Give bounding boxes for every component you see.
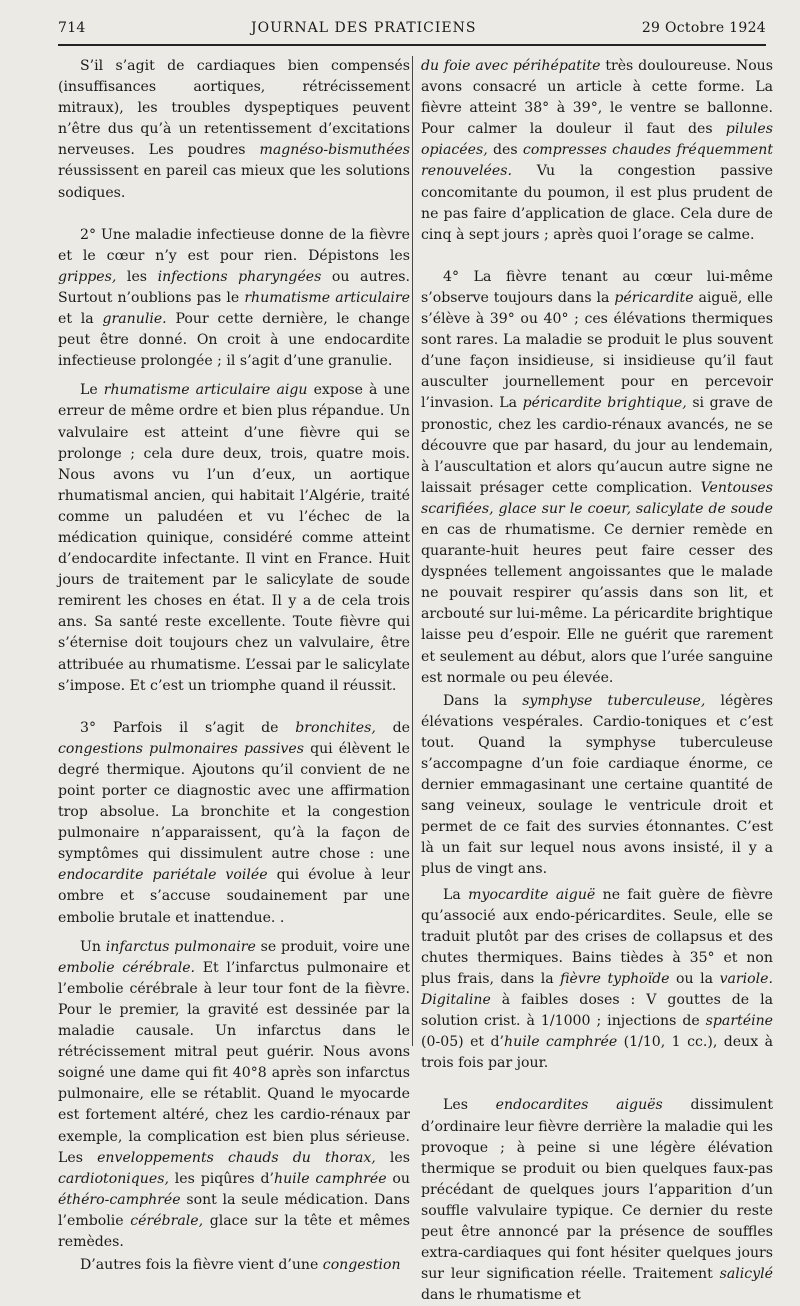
paragraph — [58, 937, 410, 1253]
text-run: S’il s’agit de cardiaques bien compensés (insuffisances aortiques, rétrécissement mitraux), les troubles dyspeptiques peuvent n’être dus qu’à un retentissement d’excitations nerveuses. Les poudres — [58, 58, 410, 159]
italic-term: pilules opiacées, — [421, 121, 773, 159]
paragraph — [58, 225, 410, 373]
paragraph — [58, 56, 410, 204]
italic-term: péricardite — [614, 289, 694, 306]
italic-term: Ventouses scarifiées, glace sur le coeur, salicylate de soude — [421, 479, 773, 517]
text-run: aiguë, elle s’élève à 39° ou 40° ; ces élévations thermiques sont rares. La maladie se produit le plus souvent d’une façon insidieuse, si insidieuse qu’il faut ausculter journellement pour en percevoir l’invasion. La — [421, 289, 773, 412]
italic-term: cérébrale, — [130, 1212, 204, 1229]
text-run: se produit, voire une — [255, 938, 411, 955]
text-run: expose à une erreur de même ordre et bien plus répandue. Un valvulaire est atteint d’une fièvre qui se prolonge ; cela dure deux, trois, quatre mois. Nous avons vu l’un d’eux, un aortique rhumatismal ancien, qui habitait l’Algérie, traité comme un paludéen et vu l’échec de la médication quinique, considéré comme atteint d’endocardite infectante. Il vint en France. Huit jours de traitement par le salicylate de soude remirent les choses en état. Il y a de cela trois ans. Sa santé reste excellente. Toute fièvre qui s’éternise doit toujours chez un valvulaire, être attribuée au rhumatisme. L’essai par le salicylate s’impose. Et c’est un triomphe quand il réussit. — [58, 382, 410, 694]
text-run: 2° Une maladie infectieuse donne de la fièvre et le cœur n’y est pour rien. Dépistons les — [58, 226, 410, 264]
column-divider — [412, 56, 413, 1046]
italic-term: magnéso-bismuthées — [259, 142, 410, 159]
left-column — [58, 56, 410, 1276]
text-run: légères élévations vespérales. Cardio-toniques et c’est tout. Quand la symphyse tuberculeuse s’accompagne d’un foie cardiaque énorme, ce dernier emmagasinant une certaine quantité de sang veineux, soulage le ventricule droit et permet de ce fait des survies étonnantes. C’est là un fait sur lequel nous avons insisté, il y a plus de vingt ans. — [421, 692, 773, 878]
text-run: qui élèvent le degré thermique. Ajoutons qu’il convient de ne point porter ce diagnostic avec une affirmation trop absolue. La bronchite et la congestion pulmonaire n’apparaissent, qu’à la façon de symptômes qui dissimulent autre chose : une — [58, 740, 410, 863]
italic-term: endocardite pariétale voilée — [58, 867, 268, 884]
text-run: en cas de rhumatisme. Ce dernier remède en quarante-huit heures peut faire cesser des dyspnées tellement angoissantes que le malade ne pouvait respirer qu’assis dans son lit, et arcbouté sur lui-même. La péricardite brightique laisse peu d’espoir. Elle ne guérit que rarement et seulement au début, alors que l’urée sanguine est normale ou peu élevée. — [421, 521, 773, 686]
italic-term: enveloppements chauds du thorax, — [97, 1149, 376, 1166]
text-run: très douloureuse. Nous avons consacré un article à cette forme. La fièvre atteint 38° à 39°, le ventre se ballonne. Pour calmer la douleur il faut des — [421, 58, 773, 138]
text-run: les piqûres d’ — [168, 1170, 275, 1187]
text-run: glace sur la tête et mêmes remèdes. — [58, 1212, 410, 1250]
paragraph — [421, 267, 773, 689]
text-run: ne fait guère de fièvre qu’associé aux endo-péricardites. Seule, elle se traduit plutôt par des crises de collapsus et des chutes thermiques. Bains tièdes à 35° et non plus frais, dans la — [421, 886, 773, 987]
italic-term: granulie. — [102, 311, 167, 328]
paragraph — [58, 380, 410, 696]
text-run: à faibles doses : V gouttes de la solution crist. à 1/1000 ; injections de — [421, 992, 773, 1030]
text-run: sont la seule médication. Dans l’embolie — [58, 1191, 410, 1229]
running-header — [58, 20, 766, 42]
text-run: de — [375, 719, 411, 736]
text-run: si grave de pronostic, chez les cardio-rénaux avancés, ne se découvre que par hasard, du jour au lendemain, à l’auscultation et alors qu’aucun autre signe ne laissait présager cette complication. — [421, 395, 773, 496]
italic-term: grippes, — [58, 268, 117, 285]
paragraph — [58, 718, 410, 929]
text-run: Dans la — [443, 692, 523, 709]
italic-term: symphyse tuberculeuse, — [522, 692, 706, 709]
italic-term: rhumatisme articulaire aigu — [103, 382, 308, 399]
text-run: les — [116, 268, 158, 285]
text-run: Pour cette dernière, le change peut être donné. On croit à une endocardite infectieuse prolongée ; il s’agit d’une granulie. — [58, 311, 411, 370]
right-column — [421, 56, 773, 1306]
italic-term: éthéro-camphrée — [58, 1191, 181, 1208]
text-run: 3° Parfois il s’agit de — [80, 719, 296, 736]
text-run: (1/10, 1 cc.), deux à trois fois par jour. — [421, 1034, 773, 1072]
italic-term: spartéine — [705, 1013, 773, 1030]
text-run: D’autres fois la fièvre vient d’une — [80, 1257, 323, 1274]
text-run: (0-05) et d’ — [421, 1034, 505, 1051]
paragraph — [421, 1095, 773, 1306]
italic-term: infections pharyngées — [157, 268, 322, 285]
text-run: des — [487, 142, 523, 159]
text-run: réussissent en pareil cas mieux que les solutions sodiques. — [58, 163, 410, 201]
italic-term: compresses chaudes fréquemment renouvelées. — [421, 142, 773, 180]
italic-term: huile camphrée — [504, 1034, 618, 1051]
italic-term: cardiotoniques, — [58, 1170, 169, 1187]
italic-term: huile camphrée — [274, 1170, 387, 1187]
text-run: ou la — [669, 970, 720, 987]
italic-term: endocardites aiguës — [495, 1097, 663, 1114]
text-run: La — [443, 886, 469, 903]
text-run: et la — [58, 311, 103, 328]
text-run: qui évolue à leur ombre et s’accuse soudainement par une embolie brutale et inattendue. . — [58, 867, 410, 926]
italic-term: péricardite brightique, — [522, 395, 687, 412]
paragraph — [421, 691, 773, 881]
italic-term: variole. Digitaline — [421, 970, 773, 1009]
italic-term: myocardite aiguë — [468, 886, 596, 903]
issue-date: 29 Octobre 1924 — [641, 20, 766, 36]
paragraph — [421, 56, 773, 246]
italic-term: fièvre typhoïde — [560, 970, 670, 987]
text-run: dans le rhumatisme et — [421, 1287, 581, 1304]
text-run: dissimulent d’ordinaire leur fièvre derrière la maladie qui les provoque ; à peine si une légère élévation thermique se produit ou bien quelques faux-pas précédant de quelques jours l’apparition d’un souffle valvulaire typique. Ce dernier du reste peut être annoncé par la présence de souffles extra-cardiaques qui font hésiter quelques jours sur leur signification réelle. Traitement — [421, 1097, 773, 1283]
text-run: les — [375, 1149, 410, 1166]
page-number: 714 — [58, 20, 86, 36]
paragraph — [421, 885, 773, 1075]
text-run: ou — [386, 1170, 410, 1187]
italic-term: congestions pulmonaires passives — [58, 740, 304, 757]
italic-term: salicylé — [719, 1266, 773, 1283]
text-run: Vu la congestion passive concomitante du poumon, il est plus prudent de ne pas faire d’application de glace. Cela dure de cinq à sept jours ; après quoi l’orage se calme. — [421, 163, 773, 243]
paragraph — [58, 1255, 410, 1276]
text-run: Les — [443, 1097, 496, 1114]
text-run: Un — [80, 938, 106, 955]
text-run: Le — [80, 382, 104, 399]
text-run: ou autres. Surtout n’oublions pas le — [58, 268, 410, 306]
italic-term: du foie avec périhépatite — [421, 58, 601, 74]
italic-term: rhumatisme articulaire — [244, 289, 410, 306]
journal-title: JOURNAL DES PRATICIENS — [250, 20, 477, 36]
italic-term: bronchites, — [295, 719, 376, 736]
text-run: 4° La fièvre tenant au cœur lui-même s’observe toujours dans la — [421, 268, 773, 306]
italic-term: congestion — [322, 1257, 401, 1274]
text-run: Et l’infarctus pulmonaire et l’embolie cérébrale à leur tour font de la fièvre. Pour le premier, la gravité est dessinée par la maladie causale. Un infarctus dans le rétrécissement mitral peut guérir. Nous avons soigné une dame qui fit 40°8 après son infarctus pulmonaire, elle se rétablit. Quand le myocarde est fortement altéré, chez les cardio-rénaux par exemple, la complication est bien plus sérieuse. Les — [58, 959, 410, 1166]
italic-term: infarctus pulmonaire — [105, 938, 256, 955]
header-rule — [58, 44, 766, 46]
italic-term: embolie cérébrale. — [58, 959, 196, 976]
